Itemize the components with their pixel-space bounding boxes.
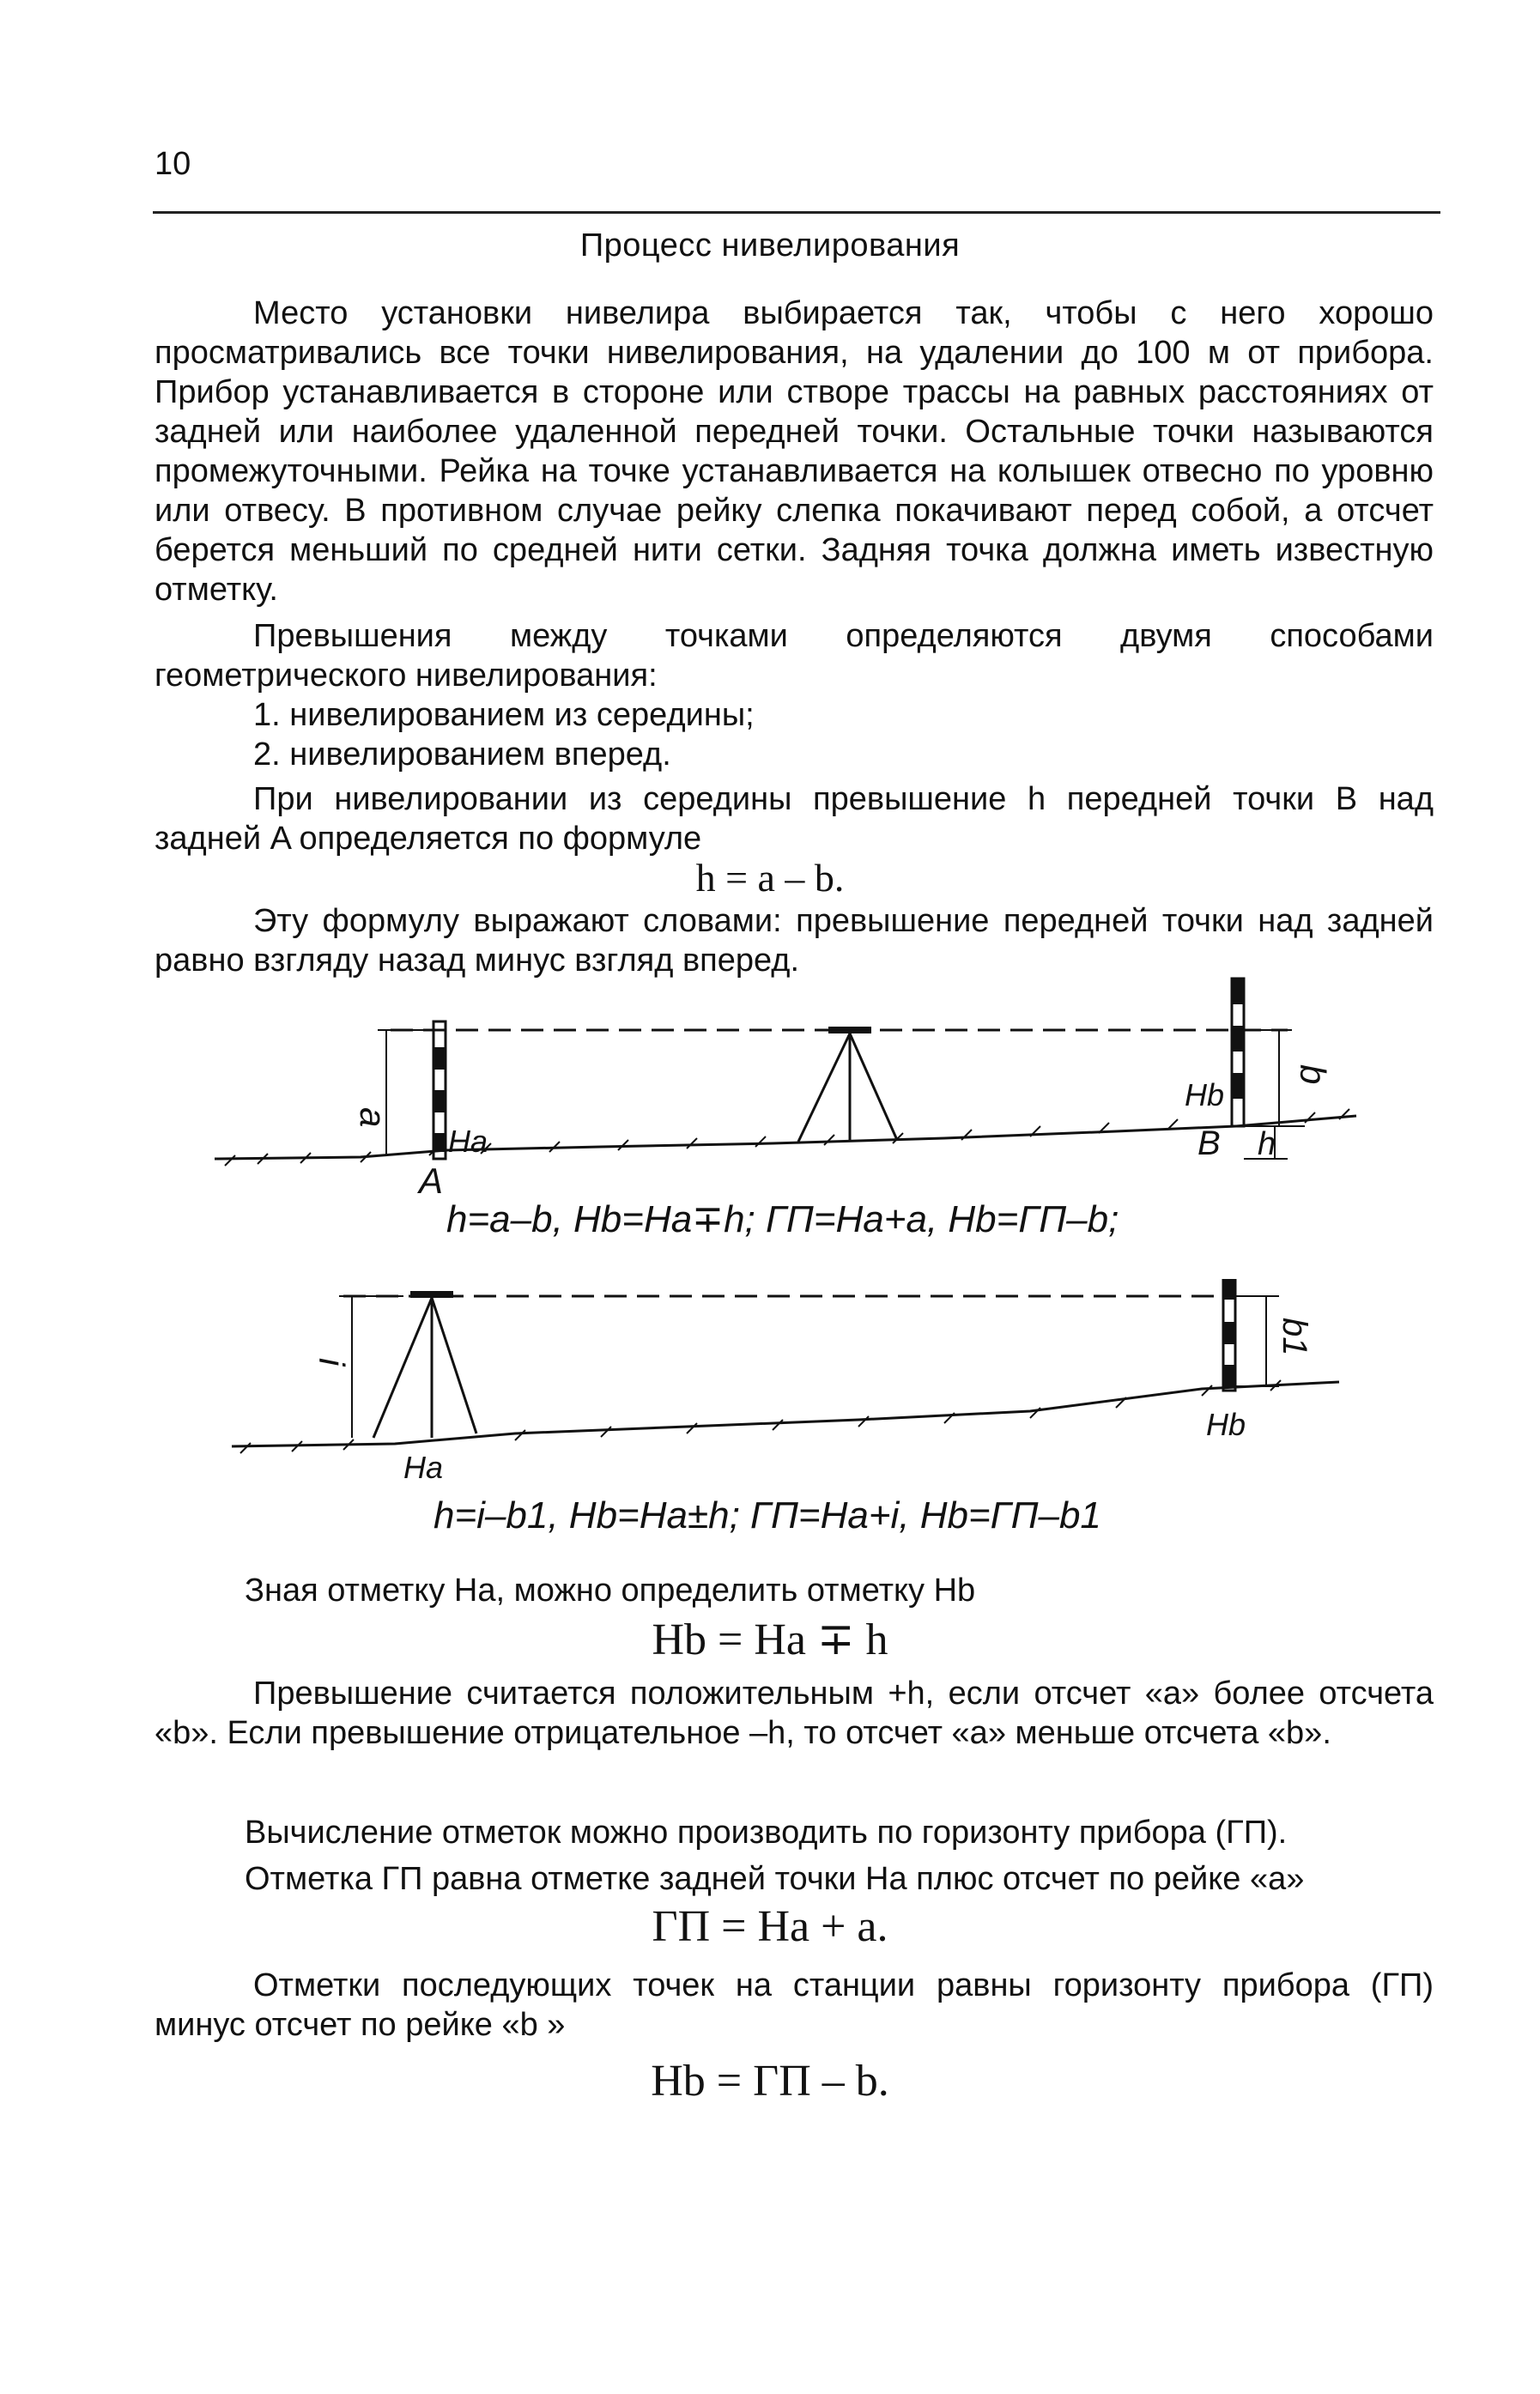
label-b1: b1 — [1276, 1318, 1313, 1356]
paragraph-8: Отметка ГП равна отметке задней точки Hа плюс отсчет по рейке «а» — [245, 1861, 1305, 1897]
label-h: h — [1258, 1126, 1276, 1162]
ground-hatching-2 — [240, 1380, 1281, 1453]
paragraph-5: Зная отметку Hа, можно определить отметку Hb — [245, 1573, 976, 1609]
tripod-2 — [373, 1298, 476, 1438]
paragraph-1: Место установки нивелира выбирается так, чтобы с него хорошо просматривались все точки нивелирования, на удалении до 100 м от прибора. Прибор устанавливается в стороне или створе трассы на равных расстояниях от задней или наиболее удаленной передней точки. Остальные точки называются промежуточными. Рейка на точке устанавливается на колышек отвесно по уровню или отвесу. В противном случае рейку слепка покачивают перед собой, а отсчет берется меньший по средней нити сетки. Задняя точка должна иметь известную отметку. — [155, 295, 1434, 608]
label-b: b — [1293, 1064, 1333, 1085]
list-item-1: 1. нивелированием из середины; — [253, 697, 755, 733]
section-title: Процесс нивелирования — [579, 227, 961, 264]
label-a-point: A — [419, 1161, 444, 1201]
label-ha-2: Ha — [403, 1450, 444, 1485]
formula-gp: ГП = Ha + a. — [652, 1902, 888, 1951]
label-a: a — [353, 1107, 393, 1128]
paragraph-7: Вычисление отметок можно производить по горизонту прибора (ГП). — [245, 1815, 1288, 1851]
diagram1-caption: h=a–b, Hb=Ha∓h; ГП=Ha+a, Hb=ГП–b; — [446, 1198, 1119, 1240]
label-hb: Hb — [1185, 1077, 1225, 1112]
paragraph-9: Отметки последующих точек на станции равны горизонту прибора (ГП) минус отсчет по рейке «b » — [155, 1967, 1434, 2043]
formula-hb: Hb = Ha ∓ h — [652, 1615, 888, 1664]
diagram-leveling-from-middle — [0, 970, 1540, 1279]
level-instrument-2 — [410, 1291, 453, 1298]
paragraph-2: Превышения между точками определяются двумя способами геометрического нивелирования: — [155, 618, 1434, 694]
paragraph-6: Превышение считается положительным +h, если отсчет «а» более отсчета «b». Если превышение отрицательное –h, то отсчет «а» меньше отсчета «b». — [155, 1676, 1434, 1751]
label-ha: Ha — [448, 1124, 488, 1159]
header-rule — [153, 211, 1440, 214]
label-hb-2: Hb — [1206, 1407, 1246, 1442]
paragraph-3: При нивелировании из середины превышение h передней точки B над задней A определяется по формуле — [155, 781, 1434, 857]
label-b-point: B — [1197, 1124, 1221, 1162]
level-instrument — [828, 1027, 871, 1033]
formula-hb-gp: Hb = ГП – b. — [651, 2057, 889, 2106]
paragraph-4: Эту формулу выражают словами: превышение передней точки над задней равно взгляду назад минус взгляд вперед. — [155, 903, 1434, 979]
diagram-leveling-forward — [0, 1279, 1540, 1562]
list-item-2: 2. нивелированием вперед. — [253, 736, 671, 773]
diagram2-caption: h=i–b1, Hb=Ha±h; ГП=Ha+i, Hb=ГП–b1 — [434, 1494, 1101, 1536]
label-i: i — [312, 1358, 352, 1367]
ground-line-2 — [232, 1382, 1339, 1446]
page-number: 10 — [155, 146, 191, 182]
tripod — [798, 1033, 897, 1142]
formula-h: h = a – b. — [695, 856, 845, 900]
